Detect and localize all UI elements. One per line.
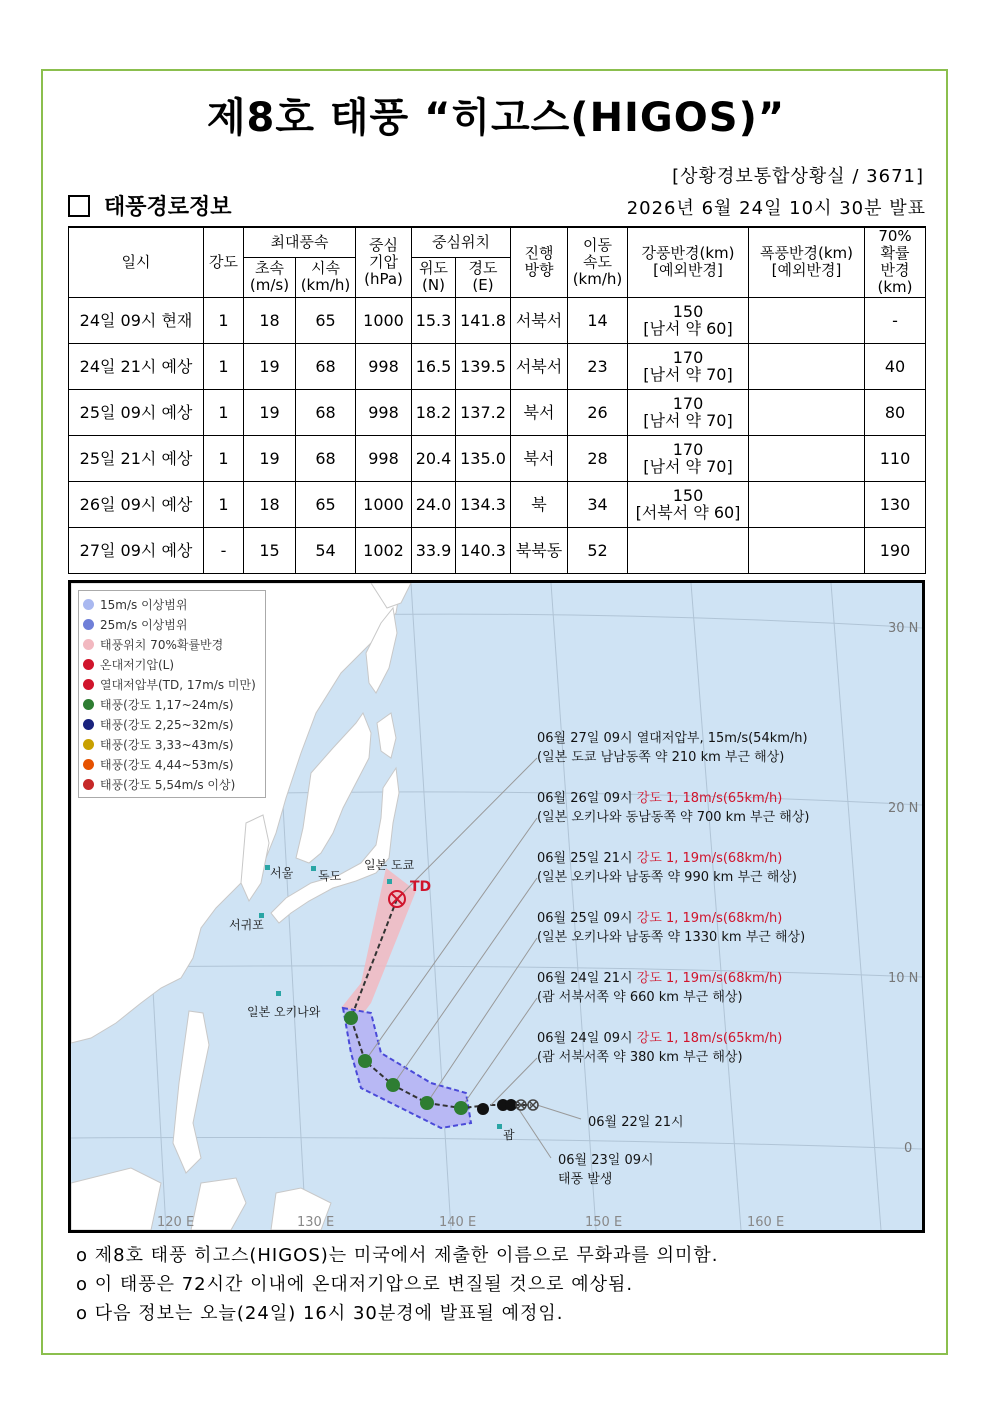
page-title: 제8호 태풍 “히고스(HIGOS)”	[206, 95, 786, 141]
legend-item	[83, 694, 261, 714]
cell-intensity: 1	[204, 389, 244, 435]
checkbox-icon	[68, 195, 90, 217]
cell-speed: 28	[568, 435, 628, 481]
header-direction: 진행 방향	[511, 227, 568, 297]
cell-storm-radius	[749, 527, 865, 573]
section-heading	[68, 190, 232, 221]
header-max-wind: 최대풍속	[244, 227, 356, 257]
cell-direction: 서북서	[511, 343, 568, 389]
cell-wind-kmh: 65	[296, 297, 356, 343]
typhoon-track-table	[68, 226, 926, 574]
legend-swatch-icon	[83, 779, 94, 790]
cell-datetime: 24일 21시 예상	[69, 343, 204, 389]
cell-strong-radius: 150 [서북서 약 60]	[628, 481, 749, 527]
cell-direction: 북서	[511, 389, 568, 435]
typhoon-marker-icon	[420, 1096, 434, 1110]
lon-label: 160 E	[747, 1215, 785, 1230]
legend-swatch-icon	[83, 619, 94, 630]
forecast-annotation: 06월 24일 21시 강도 1, 19m/s(68km/h) (괌 서북서쪽 약 660 km 부근 해상)	[537, 971, 783, 1005]
forecast-annotation: 06월 25일 09시 강도 1, 19m/s(68km/h) (일본 오키나와 남동쪽 약 1330 km 부근 해상)	[537, 911, 806, 945]
table-row	[69, 297, 926, 343]
header-wind-kmh: 시속 (km/h)	[296, 257, 356, 297]
cell-strong-radius	[628, 527, 749, 573]
cell-probability: -	[865, 297, 926, 343]
legend-item	[83, 734, 261, 754]
cell-datetime: 25일 21시 예상	[69, 435, 204, 481]
cell-datetime: 27일 09시 예상	[69, 527, 204, 573]
lon-label: 130 E	[297, 1215, 335, 1230]
legend-swatch-icon	[83, 759, 94, 770]
legend-item	[83, 754, 261, 774]
cell-lon: 135.0	[456, 435, 511, 481]
lat-label: 30 N	[888, 621, 919, 636]
cell-speed: 52	[568, 527, 628, 573]
legend-item	[83, 654, 261, 674]
cell-datetime: 26일 09시 예상	[69, 481, 204, 527]
cell-lat: 24.0	[412, 481, 456, 527]
legend-swatch-icon	[83, 679, 94, 690]
legend-swatch-icon	[83, 639, 94, 650]
cell-direction: 북	[511, 481, 568, 527]
cell-speed: 26	[568, 389, 628, 435]
legend-label: 태풍(강도 1,17~24m/s)	[100, 697, 234, 712]
legend-label: 태풍(강도 4,44~53m/s)	[100, 757, 234, 772]
cell-strong-radius: 170 [남서 약 70]	[628, 343, 749, 389]
cell-lat: 16.5	[412, 343, 456, 389]
cell-storm-radius	[749, 481, 865, 527]
lon-label: 150 E	[585, 1215, 623, 1230]
typhoon-marker-icon	[386, 1078, 400, 1092]
cell-datetime: 24일 09시 현재	[69, 297, 204, 343]
cell-lon: 140.3	[456, 527, 511, 573]
note-item: o 다음 정보는 오늘(24일) 16시 30분경에 발표될 예정임.	[76, 1303, 564, 1324]
cell-wind-kmh: 68	[296, 389, 356, 435]
cell-lon: 141.8	[456, 297, 511, 343]
header-center: 중심위치	[412, 227, 511, 257]
legend-swatch-icon	[83, 659, 94, 670]
cell-probability: 40	[865, 343, 926, 389]
place-label-seoul: 서울	[270, 866, 294, 880]
cell-speed: 34	[568, 481, 628, 527]
office-label: [상황경보통합상황실 / 3671]	[672, 166, 924, 187]
table-row	[69, 527, 926, 573]
note-item: o 제8호 태풍 히고스(HIGOS)는 미국에서 제출한 이름으로 무화과를 의미함.	[76, 1245, 719, 1266]
typhoon-marker-icon	[344, 1011, 358, 1025]
cell-direction: 북북동	[511, 527, 568, 573]
cell-wind-kmh: 68	[296, 343, 356, 389]
cell-direction: 북서	[511, 435, 568, 481]
note-item: o 이 태풍은 72시간 이내에 온대저기압으로 변질될 것으로 예상됨.	[76, 1274, 634, 1295]
legend-item	[83, 634, 261, 654]
cell-strong-radius: 170 [남서 약 70]	[628, 435, 749, 481]
legend-item	[83, 714, 261, 734]
cell-pressure: 998	[356, 343, 412, 389]
cell-datetime: 25일 09시 예상	[69, 389, 204, 435]
header-storm-radius: 폭풍반경(km) [예외반경]	[749, 227, 865, 297]
table-row	[69, 435, 926, 481]
legend-item	[83, 674, 261, 694]
cell-pressure: 1000	[356, 297, 412, 343]
cell-wind-ms: 19	[244, 343, 296, 389]
lat-label: 0	[904, 1141, 913, 1156]
legend-swatch-icon	[83, 599, 94, 610]
legend-item	[83, 594, 261, 614]
cell-wind-ms: 18	[244, 297, 296, 343]
typhoon-marker-icon	[454, 1101, 468, 1115]
genesis-time-label: 06월 23일 09시	[558, 1153, 654, 1168]
header-lat: 위도 (N)	[412, 257, 456, 297]
legend-label: 태풍(강도 2,25~32m/s)	[100, 717, 234, 732]
cell-lat: 18.2	[412, 389, 456, 435]
cell-intensity: 1	[204, 343, 244, 389]
cell-probability: 80	[865, 389, 926, 435]
legend-label: 25m/s 이상범위	[100, 617, 188, 632]
lat-label: 10 N	[888, 971, 919, 986]
cell-lat: 20.4	[412, 435, 456, 481]
cell-lon: 137.2	[456, 389, 511, 435]
legend-label: 태풍(강도 3,33~43m/s)	[100, 737, 234, 752]
header-lon: 경도 (E)	[456, 257, 511, 297]
header-speed: 이동 속도 (km/h)	[568, 227, 628, 297]
place-label-guam: 괌	[503, 1128, 515, 1142]
cell-speed: 14	[568, 297, 628, 343]
cell-lon: 139.5	[456, 343, 511, 389]
wind-radius-area	[343, 1008, 471, 1128]
legend-item	[83, 614, 261, 634]
lon-label: 140 E	[439, 1215, 477, 1230]
hokkaido-landmass	[377, 713, 396, 758]
legend-label: 태풍위치 70%확률반경	[100, 637, 224, 652]
lat-label: 20 N	[888, 801, 919, 816]
header-wind-ms: 초속 (m/s)	[244, 257, 296, 297]
cell-lat: 33.9	[412, 527, 456, 573]
past-typhoon-marker-icon	[505, 1099, 517, 1111]
table-row	[69, 343, 926, 389]
past-typhoon-marker-icon	[477, 1103, 489, 1115]
legend-label: 15m/s 이상범위	[100, 597, 188, 612]
place-label-seogwipo: 서귀포	[229, 918, 264, 932]
table-row	[69, 481, 926, 527]
place-label-okinawa: 일본 오키나와	[247, 1005, 321, 1019]
notes	[76, 1241, 718, 1328]
header-datetime: 일시	[69, 227, 204, 297]
legend-label: 열대저압부(TD, 17m/s 미만)	[100, 677, 256, 692]
td-label: TD	[410, 879, 432, 895]
cell-storm-radius	[749, 297, 865, 343]
cell-speed: 23	[568, 343, 628, 389]
header-intensity: 강도	[204, 227, 244, 297]
forecast-annotation: 06월 27일 09시 열대저압부, 15m/s(54km/h) (일본 도쿄 남남동쪽 약 210 km 부근 해상)	[537, 731, 808, 765]
header-pressure: 중심 기압 (hPa)	[356, 227, 412, 297]
legend-swatch-icon	[83, 699, 94, 710]
cell-pressure: 1002	[356, 527, 412, 573]
place-label-tokyo: 일본 도쿄	[364, 858, 415, 872]
table-row	[69, 389, 926, 435]
cell-probability: 190	[865, 527, 926, 573]
typhoon-marker-icon	[358, 1054, 372, 1068]
cell-lon: 134.3	[456, 481, 511, 527]
legend-swatch-icon	[83, 739, 94, 750]
cell-wind-kmh: 68	[296, 435, 356, 481]
legend-label: 온대저기압(L)	[100, 657, 175, 672]
cell-storm-radius	[749, 343, 865, 389]
place-label-dokdo: 독도	[318, 869, 342, 883]
cell-intensity: 1	[204, 481, 244, 527]
cell-pressure: 998	[356, 389, 412, 435]
forecast-annotation: 06월 24일 09시 강도 1, 18m/s(65km/h) (괌 서북서쪽 약 380 km 부근 해상)	[537, 1031, 783, 1065]
cell-lat: 15.3	[412, 297, 456, 343]
forecast-annotation: 06월 25일 21시 강도 1, 19m/s(68km/h) (일본 오키나와 남동쪽 약 990 km 부근 해상)	[537, 851, 797, 885]
forecast-annotation: 06월 26일 09시 강도 1, 18m/s(65km/h) (일본 오키나와 동남동쪽 약 700 km 부근 해상)	[537, 791, 810, 825]
cell-strong-radius: 170 [남서 약 70]	[628, 389, 749, 435]
cell-intensity: -	[204, 527, 244, 573]
header-strong-radius: 강풍반경(km) [예외반경]	[628, 227, 749, 297]
genesis-label: 태풍 발생	[558, 1172, 613, 1187]
legend-label: 태풍(강도 5,54m/s 이상)	[100, 777, 236, 792]
typhoon-track-map	[68, 580, 925, 1233]
cell-wind-kmh: 65	[296, 481, 356, 527]
cell-wind-ms: 15	[244, 527, 296, 573]
header-probability: 70% 확률 반경 (km)	[865, 227, 926, 297]
legend-swatch-icon	[83, 719, 94, 730]
published-time: 2026년 6월 24일 10시 30분 발표	[626, 198, 926, 219]
past-position-label: 06월 22일 21시	[588, 1115, 684, 1130]
map-legend	[78, 590, 266, 798]
cell-wind-kmh: 54	[296, 527, 356, 573]
cell-wind-ms: 19	[244, 435, 296, 481]
cell-direction: 서북서	[511, 297, 568, 343]
lon-label: 120 E	[157, 1215, 195, 1230]
cell-pressure: 998	[356, 435, 412, 481]
cell-intensity: 1	[204, 297, 244, 343]
section-title: 태풍경로정보	[104, 195, 232, 220]
cell-pressure: 1000	[356, 481, 412, 527]
cell-probability: 130	[865, 481, 926, 527]
legend-item	[83, 774, 261, 794]
cell-wind-ms: 18	[244, 481, 296, 527]
cell-storm-radius	[749, 435, 865, 481]
cell-storm-radius	[749, 389, 865, 435]
cell-strong-radius: 150 [남서 약 60]	[628, 297, 749, 343]
cell-wind-ms: 19	[244, 389, 296, 435]
cell-probability: 110	[865, 435, 926, 481]
cell-intensity: 1	[204, 435, 244, 481]
